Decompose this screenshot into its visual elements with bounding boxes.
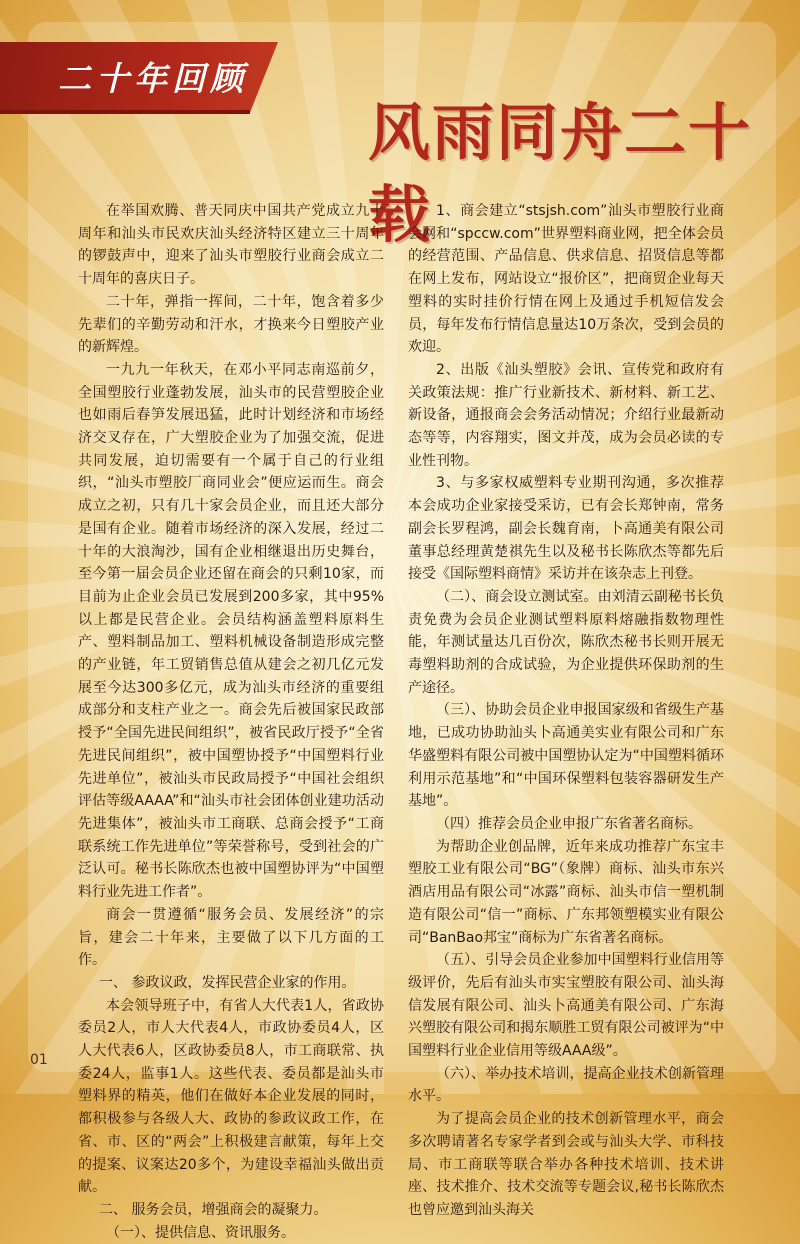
page-title: 风雨同舟二十载 — [368, 96, 753, 251]
subsection-heading: （一）、提供信息、资讯服务。 — [106, 1224, 295, 1241]
page-number: 01 — [30, 1052, 48, 1068]
paragraph: 一九九一年秋天，在邓小平同志南巡前夕，全国塑胶行业蓬勃发展，汕头市的民营塑胶企业也如雨后春笋发展迅猛，此时计划经济和市场经济交叉存在，广大塑胶企业为了加强交流，促进共同发展，迫切需要有一个属于自己的行业组织，“汕头市塑胶厂商同业会”便应运而生。商会成立之初，只有几十家会员企业，而且还大部分是国有企业。随着市场经济的深入发展，经过二十年的大浪淘沙，国有企业相继退出历史舞台，至今第一届会员企业还留在商会的只剩10家，而目前为止企业会员已发展到200多家，其中95%以上都是民营企业。会员结构涵盖塑料原料生产、塑料制品加工、塑料机械设备制造形成完整的产业链，年工贸销售总值从建会之初几亿元发展至今达300多亿元，成为汕头市经济的重要组成部分和支柱产业之一。商会先后被国家民政部授予“全国先进民间组织”，被省民政厅授予“全省先进民间组织”，被中国塑协授予“中国塑料行业先进单位”，被汕头市民政局授予“中国社会组织评估等级AAAA”和“汕头市社会团体创业建功活动先进集体”，被汕头市工商联、总商会授予“工商联系统工作先进单位”等荣誉称号，受到社会的广泛认可。秘书长陈欣杰也被中国塑协评为“中国塑料行业先进工作者”。 — [78, 361, 384, 901]
article-right-column — [408, 200, 724, 1222]
section-heading: 二、 服务会员，增强商会的凝聚力。 — [99, 1201, 328, 1218]
paragraph: 1、商会建立“stsjsh.com”汕头市塑胶行业商会网和“spccw.com”世界塑料商业网，把全体会员的经营范围、产品信息、供求信息、招贤信息等都在网上发布，网站设立“报价区”，把商贸企业每天塑料的实时挂价行情在网上及通过手机短信发会员，每年发布行情信息量达10万条次，受到会员的欢迎。 — [408, 203, 724, 356]
subsection-heading: （六）、举办技术培训，提高企业技术创新管理水平。 — [408, 1065, 724, 1105]
section-heading: 一、 参政议政，发挥民营企业家的作用。 — [99, 974, 356, 991]
paragraph: 商会一贯遵循“服务会员、发展经济”的宗旨，建会二十年来，主要做了以下几方面的工作。 — [78, 906, 384, 969]
article-left-column — [78, 200, 384, 1244]
paragraph: 为帮助企业创品牌，近年来成功推荐广东宝丰塑胶工业有限公司“BG”（象牌）商标、汕头市东兴酒店用品有限公司“冰露”商标、汕头市信一塑机制造有限公司“信一”商标、广东邦领塑模实业有限公司“BanBao邦宝”商标为广东省著名商标。 — [408, 838, 724, 946]
subsection-heading: （四）推荐会员企业申报广东省著名商标。 — [436, 815, 702, 832]
banner-label: 二十年回顾 — [58, 59, 248, 98]
paragraph: 在举国欢腾、普天同庆中国共产党成立九十周年和汕头市民欢庆汕头经济特区建立三十周年的锣鼓声中，迎来了汕头市塑胶行业商会成立二十周年的喜庆日子。 — [78, 203, 384, 288]
paragraph: （五）、引导会员企业参加中国塑料行业信用等级评价，先后有汕头市实宝塑胶有限公司、汕头海信发展有限公司、汕头卜高通美有限公司、广东海兴塑胶有限公司和揭东顺胜工贸有限公司被评为“中国塑料行业企业信用等级AAA级”。 — [408, 952, 724, 1060]
paragraph: 本会领导班子中，有省人大代表1人，省政协委员2人，市人大代表4人，市政协委员4人，区人大代表6人，区政协委员8人，市工商联常、执委24人，监事1人。这些代表、委员都是汕头市塑料界的精英，他们在做好本企业发展的同时，都积极参与各级人大、政协的参政议政工作，在省、市、区的“两会”上积极建言献策，每年上交的提案、议案达20多个，为建设幸福汕头做出贡献。 — [78, 997, 384, 1196]
banner-shadow — [0, 110, 250, 114]
paragraph: （三）、协助会员企业申报国家级和省级生产基地，已成功协助汕头卜高通美实业有限公司和广东华盛塑料有限公司被中国塑协认定为“中国塑料循环利用示范基地”和“中国环保塑料包装容器研发生产基地”。 — [408, 702, 724, 810]
paragraph: 2、出版《汕头塑胶》会讯、宣传党和政府有关政策法规：推广行业新技术、新材料、新工艺、新设备，通报商会会务活动情况；介绍行业最新动态等等，内容翔实，图文并茂，成为会员必读的专业性刊物。 — [408, 361, 724, 469]
paragraph: 3、与多家权威塑料专业期刊沟通，多次推荐本会成功企业家接受采访，已有会长郑钟南，常务副会长罗程鸿，副会长魏育南，卜高通美有限公司董事总经理黄楚祺先生以及秘书长陈欣杰等都先后接受《国际塑料商情》采访并在该杂志上刊登。 — [408, 475, 724, 583]
paragraph: 为了提高会员企业的技术创新管理水平，商会多次聘请著名专家学者到会或与汕头大学、市科技局、市工商联等联合举办各种技术培训、技术讲座、技术推介、技术交流等专题会议,秘书长陈欣杰也曾应邀到汕头海关 — [408, 1111, 724, 1218]
paragraph: 二十年，弹指一挥间，二十年，饱含着多少先辈们的辛勤劳动和汗水，才换来今日塑胶产业的新辉煌。 — [78, 293, 384, 356]
paragraph: （二）、商会设立测试室。由刘清云副秘书长负责免费为会员企业测试塑料原料熔融指数物理性能，年测试量达几百份次，陈欣杰秘书长则开展无毒塑料助剂的合成试验，为企业提供环保助剂的生产途径。 — [408, 588, 724, 696]
